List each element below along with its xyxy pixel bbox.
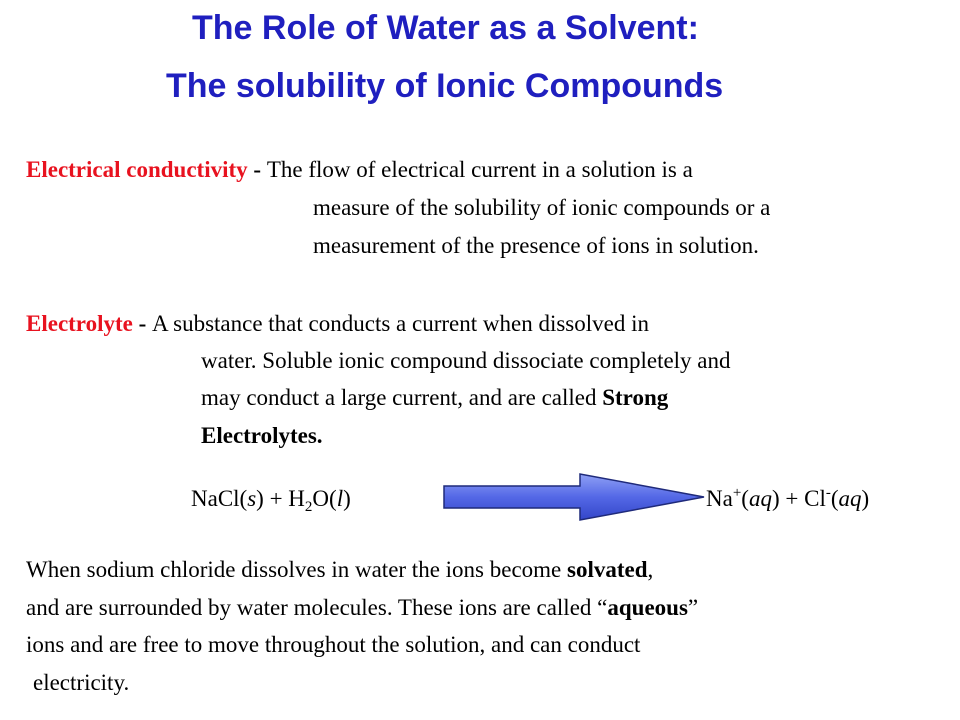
- electrolyte-definition-line-1: [26, 310, 649, 338]
- paragraph-line-2: [26, 594, 698, 622]
- equation-products: [706, 485, 869, 513]
- equation-o: O(: [312, 486, 337, 511]
- conductivity-text-1: The flow of electrical current in a solution is a: [266, 157, 693, 182]
- paragraph-text-1: When sodium chloride dissolves in water the ions become: [26, 557, 568, 582]
- aqueous-term: aqueous: [607, 595, 688, 620]
- conductivity-definition-line-2: measure of the solubility of ionic compounds or a: [313, 195, 771, 220]
- paragraph-line-3: ions and are free to move throughout the solution, and can conduct: [26, 632, 641, 657]
- equation-reactants: [191, 485, 351, 513]
- equation-close-paren: ): [343, 486, 351, 511]
- equation-paren-1: (: [741, 486, 749, 511]
- equation-state-aq-1: aq: [748, 486, 772, 511]
- electrolyte-definition-line-2: water. Soluble ionic compound dissociate completely and: [201, 348, 731, 373]
- paragraph-close-quote: ”: [687, 595, 699, 620]
- conductivity-definition-line-1: [26, 156, 693, 184]
- equation-paren-2: (: [830, 486, 839, 511]
- equation-plus-cl: ) + Cl: [771, 486, 826, 511]
- electrolyte-text-3: may conduct a large current, and are called: [201, 385, 603, 410]
- electrolyte-text-1: A substance that conducts a current when dissolved in: [152, 311, 649, 336]
- equation-na-charge: +: [732, 485, 742, 501]
- conductivity-term: Electrical conductivity: [26, 157, 248, 182]
- equation-paren-3: ): [861, 486, 870, 511]
- conductivity-definition-line-3: measurement of the presence of ions in solution.: [313, 233, 759, 258]
- conductivity-dash: -: [247, 157, 267, 182]
- electrolytes-label: Electrolytes.: [201, 423, 323, 448]
- slide-title-line-2: The solubility of Ionic Compounds: [166, 67, 724, 105]
- equation-state-s: s: [247, 486, 257, 511]
- electrolyte-term: Electrolyte: [26, 311, 133, 336]
- electrolyte-dash: -: [132, 311, 153, 336]
- paragraph-comma: ,: [647, 557, 654, 582]
- equation-na: Na: [706, 486, 733, 511]
- equation-nacl: NaCl(: [191, 486, 248, 511]
- equation-h2o-subscript: 2: [304, 499, 313, 515]
- paragraph-text-2: and are surrounded by water molecules. These ions are called “: [26, 595, 608, 620]
- equation-plus-h: ) + H: [256, 486, 305, 511]
- solvated-term: solvated: [567, 557, 648, 582]
- paragraph-line-1: [26, 556, 653, 584]
- equation-cl-charge: -: [825, 485, 831, 501]
- electrolyte-definition-line-3: [201, 384, 668, 412]
- slide-title-line-1: The Role of Water as a Solvent:: [192, 9, 699, 47]
- reaction-arrow-icon: [440, 472, 710, 522]
- paragraph-line-4: electricity.: [33, 670, 130, 695]
- equation-state-l: l: [336, 486, 344, 511]
- strong-label: Strong: [602, 385, 669, 410]
- equation-state-aq-2: aq: [838, 486, 862, 511]
